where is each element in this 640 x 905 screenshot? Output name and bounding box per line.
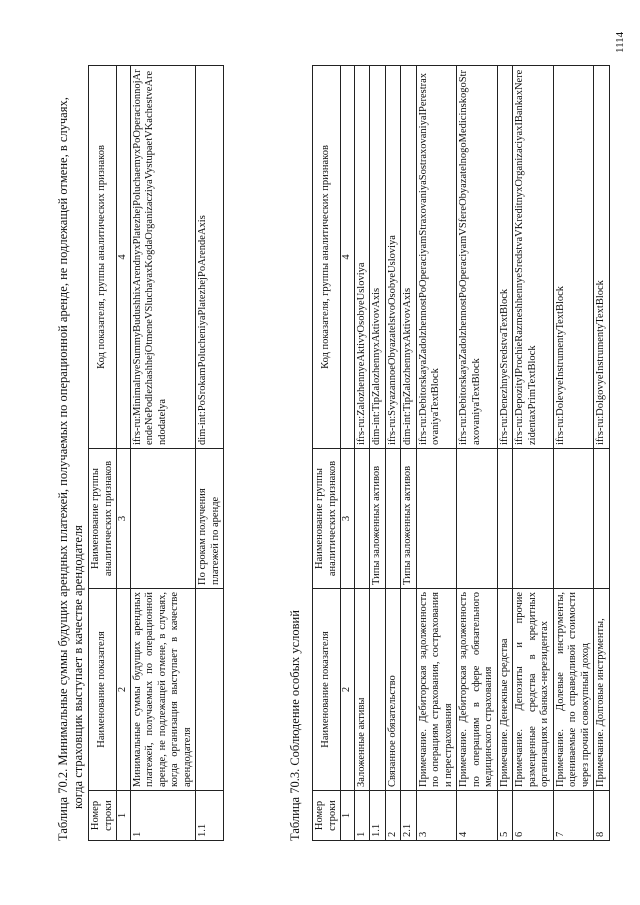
row-number: 1 bbox=[130, 791, 196, 841]
indicator-name: Связанное обязательство bbox=[385, 589, 401, 791]
group-name bbox=[553, 449, 594, 589]
table-row bbox=[497, 66, 513, 841]
table1-caption-line1: Таблица 70.2. Минимальные суммы будущих арендных платежей, получаемых по операционной аренде, не подлежащей отмене, в случаях, bbox=[56, 97, 70, 841]
table1-header-row bbox=[89, 66, 117, 841]
indicator-name bbox=[401, 589, 417, 791]
table2-caption: Таблица 70.3. Соблюдение особых условий bbox=[288, 610, 302, 841]
row-number: 5 bbox=[497, 791, 513, 841]
indicator-code: ifrs-ru:DolevyeInstrumentyTextBlock bbox=[553, 66, 594, 449]
table-row bbox=[416, 66, 457, 841]
table-row bbox=[553, 66, 594, 841]
row-number: 2 bbox=[385, 791, 401, 841]
table2-header-group: Наименование группы аналитических признаков bbox=[313, 449, 341, 589]
table-row bbox=[196, 66, 224, 841]
table-row bbox=[370, 66, 386, 841]
table2-index-row bbox=[341, 66, 355, 841]
page-number: 1114 bbox=[614, 31, 626, 53]
indicator-name: Заложенные активы bbox=[354, 589, 370, 791]
group-name bbox=[457, 449, 498, 589]
group-name bbox=[594, 449, 610, 589]
indicator-code: ifrs-ru:DenezhnyeSredstvaTextBlock bbox=[497, 66, 513, 449]
indicator-code: ifrs-ru:ZalozhennyeAktivyOsobyeUsloviya bbox=[354, 66, 370, 449]
indicator-name bbox=[370, 589, 386, 791]
row-number: 1 bbox=[354, 791, 370, 841]
table2-header-name: Наименование показателя bbox=[313, 589, 341, 791]
group-name: Типы заложенных активов bbox=[401, 449, 417, 589]
row-number: 4 bbox=[457, 791, 498, 841]
group-name bbox=[513, 449, 554, 589]
table1 bbox=[88, 65, 224, 841]
table-row bbox=[457, 66, 498, 841]
table-row bbox=[401, 66, 417, 841]
group-name: Типы заложенных активов bbox=[370, 449, 386, 589]
table1-caption-line2: когда страховщик выступает в качестве арендодателя bbox=[71, 525, 85, 809]
indicator-name: Примечание. Долевые инструменты, оцениваемые по справедливой стоимости через прочий совокупный доход bbox=[553, 589, 594, 791]
row-number: 8 bbox=[594, 791, 610, 841]
table1-header-code: Код показателя, группы аналитических признаков bbox=[89, 66, 117, 449]
table1-header-group: Наименование группы аналитических признаков bbox=[89, 449, 117, 589]
indicator-name: Примечание. Денежные средства bbox=[497, 589, 513, 791]
table-row bbox=[385, 66, 401, 841]
group-name: По срокам получения платежей по аренде bbox=[196, 449, 224, 589]
table1-index-cell: 2 bbox=[117, 589, 131, 791]
table2-index-cell: 2 bbox=[341, 589, 355, 791]
group-name bbox=[354, 449, 370, 589]
row-number: 3 bbox=[416, 791, 457, 841]
indicator-code: ifrs-ru:DolgovyeInstrumentyTextBlock bbox=[594, 66, 610, 449]
table2-index-cell: 3 bbox=[341, 449, 355, 589]
group-name bbox=[416, 449, 457, 589]
indicator-name bbox=[196, 589, 224, 791]
row-number: 6 bbox=[513, 791, 554, 841]
indicator-name: Примечание. Дебиторская задолженность по операциям страхования, сострахования и перестрахования bbox=[416, 589, 457, 791]
table2-index-cell: 1 bbox=[341, 791, 355, 841]
table1-header-num: Номер строки bbox=[89, 791, 117, 841]
table2-header-row bbox=[313, 66, 341, 841]
indicator-code: ifrs-ru:MinimalnyeSummyBudushhixArendnyxPlatezhejPoluchaemyxPoOperacionnojArendeNePodlezhashhejOtmeneVSluchayaxKogdaOrganizacziyaVystupaetVKachestveArendodatelya bbox=[130, 66, 196, 449]
indicator-name: Примечание. Долговые инструменты, bbox=[594, 589, 610, 791]
group-name bbox=[497, 449, 513, 589]
indicator-name: Минимальные суммы будущих арендных платежей, получаемых по операционной аренде, не подлежащей отмене, в случаях, когда организация выступает в качестве арендодателя bbox=[130, 589, 196, 791]
indicator-name: Примечание. Дебиторская задолженность по операциям в сфере обязательного медицинского страхования bbox=[457, 589, 498, 791]
table1-index-row bbox=[117, 66, 131, 841]
table2-header-num: Номер строки bbox=[313, 791, 341, 841]
indicator-code: dim-int:PoSrokamPolucheniyaPlatezhejPoArendeAxis bbox=[196, 66, 224, 449]
table1-index-cell: 4 bbox=[117, 66, 131, 449]
table2-header-code: Код показателя, группы аналитических признаков bbox=[313, 66, 341, 449]
row-number: 1.1 bbox=[196, 791, 224, 841]
row-number: 1.1 bbox=[370, 791, 386, 841]
table1-index-cell: 1 bbox=[117, 791, 131, 841]
indicator-code: ifrs-ru:DebitorskayaZadolzhennostPoOperaciyamStraxovaniyaSostraxovaniyaIPerestraxovaniyaTextBlock bbox=[416, 66, 457, 449]
table-row bbox=[594, 66, 610, 841]
indicator-name: Примечание. Депозиты и прочие размещенные средства в кредитных организациях и банках-нерезидентах bbox=[513, 589, 554, 791]
indicator-code: ifrs-ru:DebitorskayaZadolzhennostPoOperaciyamVSfereObyazatelnogoMedicinskogoStraxovaniyaTextBlock bbox=[457, 66, 498, 449]
indicator-code: ifrs-ru:DepozityIProchieRazmeshhennyeSredstvaVKreditnyxOrganizaciyaxIBankaxNerezidentaxPrimTextBlock bbox=[513, 66, 554, 449]
group-name bbox=[385, 449, 401, 589]
table2-index-cell: 4 bbox=[341, 66, 355, 449]
table-row bbox=[513, 66, 554, 841]
indicator-code: dim-int:TipZalozhennyxAktivovAxis bbox=[401, 66, 417, 449]
table2 bbox=[312, 65, 610, 841]
table-row bbox=[130, 66, 196, 841]
table-row bbox=[354, 66, 370, 841]
indicator-code: ifrs-ru:SvyazannoeObyazatelstvoOsobyeUsloviya bbox=[385, 66, 401, 449]
table1-index-cell: 3 bbox=[117, 449, 131, 589]
row-number: 2.1 bbox=[401, 791, 417, 841]
group-name bbox=[130, 449, 196, 589]
indicator-code: dim-int:TipZalozhennyxAktivovAxis bbox=[370, 66, 386, 449]
table1-caption bbox=[56, 41, 86, 841]
row-number: 7 bbox=[553, 791, 594, 841]
table1-header-name: Наименование показателя bbox=[89, 589, 117, 791]
